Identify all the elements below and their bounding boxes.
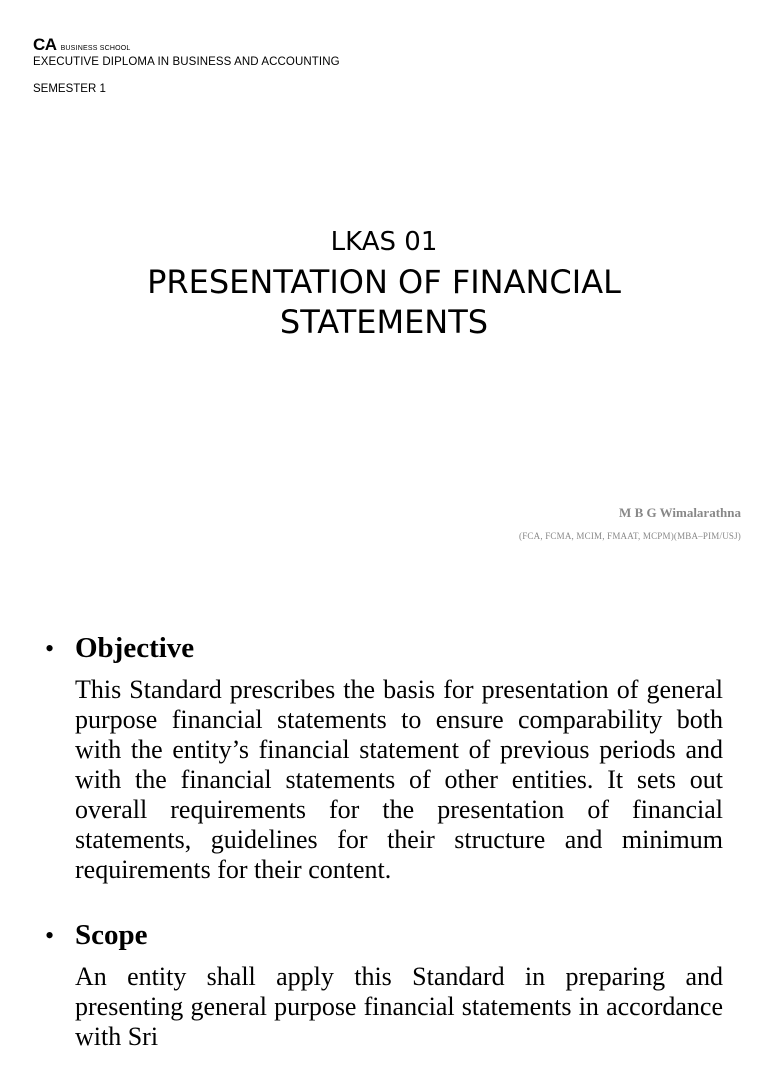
author-block: [519, 505, 741, 541]
author-qualifications: (FCA, FCMA, MCIM, FMAAT, MCPM)(MBA–PIM/USJ): [519, 531, 741, 541]
section-title: Objective: [75, 632, 195, 664]
section-title: Scope: [75, 919, 148, 951]
section-paragraph: This Standard prescribes the basis for presentation of general purpose financial statements to ensure comparability both with the entity’s financial statement of previous periods and with the financial statements of other entities. It sets out overall requirements for the presentation of financial statements, guidelines for their structure and minimum requirements for their content.: [75, 675, 723, 884]
standard-code: LKAS 01: [330, 227, 438, 257]
brand-logo-text: CA: [33, 35, 57, 54]
bullet-icon: •: [45, 634, 55, 663]
section-heading: [45, 630, 723, 667]
section-objective: [45, 630, 723, 885]
section-paragraph: An entity shall apply this Standard in preparing and presenting general purpose financial statements in accordance with Sri: [75, 962, 723, 1051]
brand-subtitle: BUSINESS SCHOOL: [60, 45, 131, 52]
section-scope: [45, 917, 723, 1052]
title-block: [0, 226, 768, 342]
author-name: M B G Wimalarathna: [619, 505, 741, 520]
content-body: [45, 630, 723, 1084]
section-heading: [45, 917, 723, 954]
bullet-icon: •: [45, 921, 55, 950]
semester-label: SEMESTER 1: [33, 83, 106, 95]
document-header: [33, 36, 340, 95]
brand-row: [33, 36, 340, 53]
document-title: PRESENTATION OF FINANCIAL STATEMENTS: [147, 263, 621, 341]
programme-name: EXECUTIVE DIPLOMA IN BUSINESS AND ACCOUNTING: [33, 56, 340, 68]
